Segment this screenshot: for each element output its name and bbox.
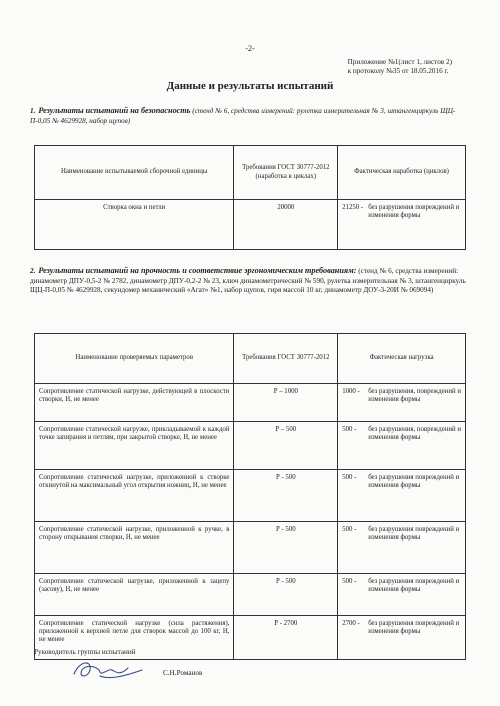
column-header-unit: Наименование испытываемой сборочной единицы (35, 146, 234, 200)
section-1-title: Результаты испытаний на безопасность (38, 106, 191, 115)
table-row (35, 522, 466, 574)
section-2-title: Результаты испытаний на прочность и соответствие эргономическим требованиям: (38, 266, 357, 275)
section-2-details: (стенд № 6, средства измерений: динамометр ДПУ-0,5-2 № 2782, динамометр ДПУ-0,2-2 № 23, ключ динамометрический № 590, рулетка измерительная № 3, штангенциркуль ЩЦ-П-0,05 № 4629928, секундомер механический «Агат» №1, набор щупов, гиря массой 10 кг, динамометр ДОУ-3-20И № 069094) (30, 267, 466, 294)
cell-parameter: Сопротивление статической нагрузке, действующей в плоскости створки, Н, не менее (35, 384, 234, 422)
safety-results-table (34, 145, 466, 250)
fact-description: без разрушения, повреждений и изменения формы (368, 388, 461, 404)
page-title: Данные и результаты испытаний (166, 80, 334, 92)
fact-value: 21250 - (342, 204, 364, 211)
page-number: -2- (245, 44, 255, 53)
column-header-requirement: Требования ГОСТ 30777-2012 (наработка в циклах) (234, 146, 338, 200)
column-header-fact: Фактическая наработка (циклов) (338, 146, 466, 200)
cell-parameter: Сопротивление статической нагрузке, прикладываемой к каждой точке запирания и петлям, при закрытой створке, Н, не менее (35, 422, 234, 470)
cell-parameter: Сопротивление статической нагрузке, приложенной к створке откинутой на максимальный угол открытия ножниц, Н, не менее (35, 470, 234, 522)
column-header-parameter: Наименование проверяемых параметров (35, 334, 234, 384)
cell-requirement: 20000 (234, 200, 338, 250)
table-row (35, 470, 466, 522)
section-1-heading (30, 106, 470, 126)
appendix-line-1: Приложение №1(лист 1, листов 2) (347, 58, 452, 66)
fact-description: без разрушения повреждений и изменения формы (368, 578, 460, 594)
cell-requirement: Р – 500 (234, 422, 338, 470)
cell-fact (338, 384, 466, 422)
table-row (35, 200, 466, 250)
strength-results-table (34, 333, 466, 660)
fact-value: 2700 - (342, 620, 360, 627)
cell-parameter: Сопротивление статической нагрузке, приложенной к зацепу (засову), Н, не менее (35, 574, 234, 616)
cell-parameter: Сопротивление статической нагрузке (сила растяжения), приложенной к верхней петле для створок массой до 100 кг, Н, не менее (35, 616, 234, 660)
section-1-details: (стенд № 6, средства измерений: рулетка измерительная № 3, штангенциркуль ЩЦ-П-0,05 № 4629928, набор щупов) (30, 107, 456, 125)
section-2-number: 2. (30, 267, 36, 275)
cell-requirement: Р – 1000 (234, 384, 338, 422)
fact-description: без разрушения повреждений и изменения формы (368, 526, 460, 542)
fact-description: без разрушения, повреждений и изменения формы (368, 426, 461, 442)
fact-value: 500 - (342, 578, 357, 585)
fact-value: 1000 - (342, 388, 360, 395)
fact-description: без разрушения повреждений и изменения формы (368, 204, 460, 220)
section-1-number: 1. (30, 107, 36, 115)
table-header-row (35, 146, 466, 200)
fact-description: без разрушения повреждений и изменения формы (368, 474, 460, 490)
signatory-name: С.Н.Романов (163, 669, 203, 677)
cell-requirement: Р - 500 (234, 522, 338, 574)
section-2-heading (30, 266, 470, 296)
cell-fact (338, 522, 466, 574)
column-header-fact-load: Фактическая нагрузка (338, 334, 466, 384)
cell-requirement: Р - 500 (234, 470, 338, 522)
cell-fact (338, 574, 466, 616)
table-row (35, 574, 466, 616)
appendix-note (348, 58, 452, 76)
cell-requirement: Р - 500 (234, 574, 338, 616)
table-row (35, 384, 466, 422)
column-header-requirement: Требования ГОСТ 30777-2012 (234, 334, 338, 384)
cell-fact (338, 470, 466, 522)
signatory-title: Руководитель группы испытаний (34, 648, 136, 656)
handwritten-signature (70, 654, 150, 684)
cell-fact (338, 422, 466, 470)
table-row (35, 422, 466, 470)
fact-value: 500 - (342, 426, 357, 433)
fact-value: 500 - (342, 526, 357, 533)
table-header-row (35, 334, 466, 384)
cell-unit-name: Створка окна и петли (35, 200, 234, 250)
fact-description: без разрушения повреждений и изменения формы (368, 620, 460, 636)
appendix-line-2: к протоколу №35 от 18.05.2016 г. (347, 67, 449, 75)
cell-parameter: Сопротивление статической нагрузке, приложенной к ручке, в сторону открывания створки, Н, не менее (35, 522, 234, 574)
fact-value: 500 - (342, 474, 357, 481)
cell-fact (338, 616, 466, 660)
cell-requirement: Р - 2700 (234, 616, 338, 660)
cell-fact (338, 200, 466, 250)
